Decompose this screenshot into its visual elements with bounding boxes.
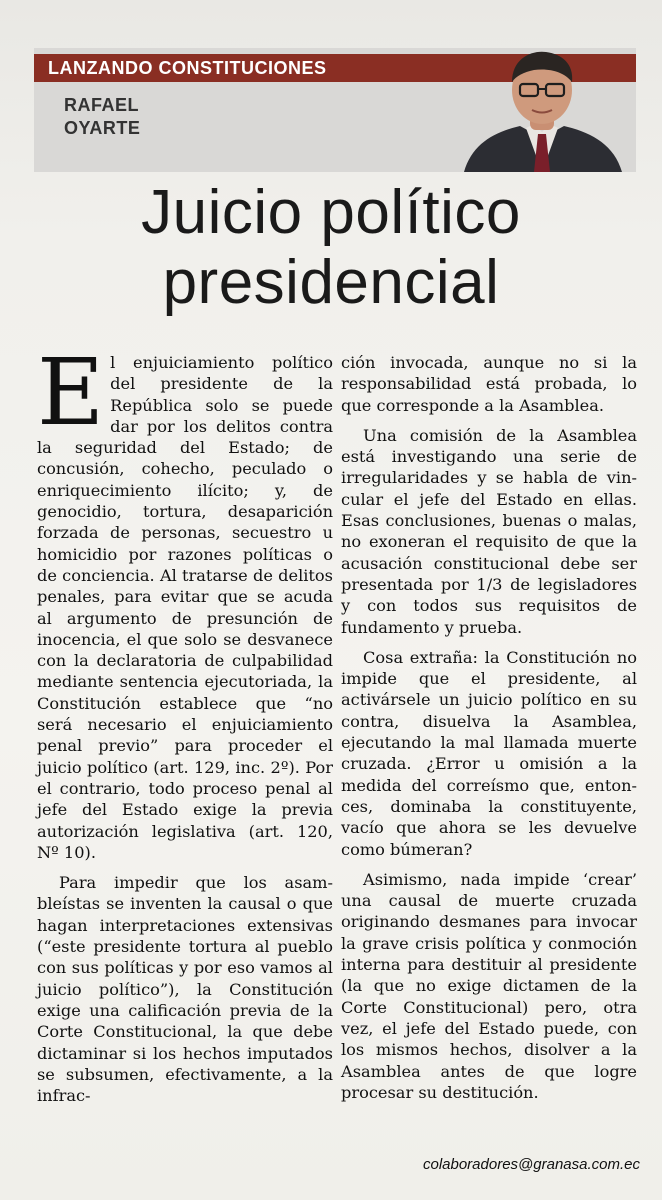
drop-cap: E — [37, 339, 105, 446]
author-first-name: RAFAEL — [64, 95, 139, 115]
article-paragraph: ción invocada, aunque no si la responsabilidad está probada, lo que corresponde a la Asamblea. — [341, 353, 637, 415]
article-paragraph: Una comisión de la Asamblea está investigando una serie de irregularidades y se habla de vincular el jefe del Estado en ellas. Esas conclusiones, buenas o malas, no exoneran el requisito de que la acusación constitucional debe ser presentada por 1/3 de legisladores y con todos sus requisitos de fundamento y prueba. — [341, 425, 637, 637]
article-paragraph: Para impedir que los asambleístas se inventen la causal o que hagan interpretaciones extensivas (“este presidente tortura al pueblo con sus políticas y por eso vamos al juicio político”), la Constitución exige una calificación previa de la Corte Constitucional, la que debe dictaminar si los hechos imputados se subsumen, efectivamente, a la infrac- — [37, 873, 333, 1106]
headline-line-2: presidencial — [162, 248, 500, 317]
headline-line-1: Juicio político — [141, 178, 521, 247]
author-name — [64, 94, 224, 140]
contributor-email: colaboradores@granasa.com.ec — [422, 1156, 640, 1173]
article-paragraph — [37, 339, 333, 863]
article-paragraph: Cosa extraña: la Constitución no impide que el presidente, al activársele un juicio político en su contra, disuelva la Asamblea, ejecutando la mal llamada muerte cruzada. ¿Error u omisión a la medida del correísmo que, entonces, dominaba la constituyente, vacío que ahora se les devuelve como búmeran? — [341, 647, 637, 859]
column-name: LANZANDO CONSTITUCIONES — [48, 58, 327, 78]
article-paragraph: Asimismo, nada impide ‘crear’ una causal de muerte cruzada originando desmanes para invocar la grave crisis política y conmoción interna para destituir al presidente (la que no exige dictamen de la Corte Constitucional) pero, otra vez, el jefe del Estado puede, con los mismos hechos, disolver a la Asamblea antes de que logre procesar su destitución. — [341, 869, 637, 1102]
author-portrait-image — [454, 46, 632, 172]
article-headline — [24, 178, 638, 318]
author-photo — [454, 46, 632, 172]
article-left-column — [37, 339, 333, 1106]
author-last-name: OYARTE — [64, 118, 141, 138]
article-right-column — [341, 352, 637, 1103]
paragraph-text: l enjuiciamiento político del presidente de la República solo se puede dar por los delitos contra la seguridad del Estado; de concusión, cohecho, peculado o enriquecimiento ilícito; y, de genocidio, tortura, desaparición forzada de personas, secuestro u homicidio por razones políticas o de conciencia. Al tratarse de delitos penales, para evitar que se acuda al argumento de presunción de inocencia, el que solo se desvanece con la declaratoria de culpabilidad mediante sentencia ejecutoriada, la Constitución establece que “no será necesario el enjuiciamiento penal previo” para proceder el juicio político (art. 129, inc. 2º). Por el contrario, todo proceso penal al jefe del Estado exige la previa autorización legislativa (art. 120, Nº 10). — [37, 353, 333, 862]
column-header — [34, 48, 636, 172]
